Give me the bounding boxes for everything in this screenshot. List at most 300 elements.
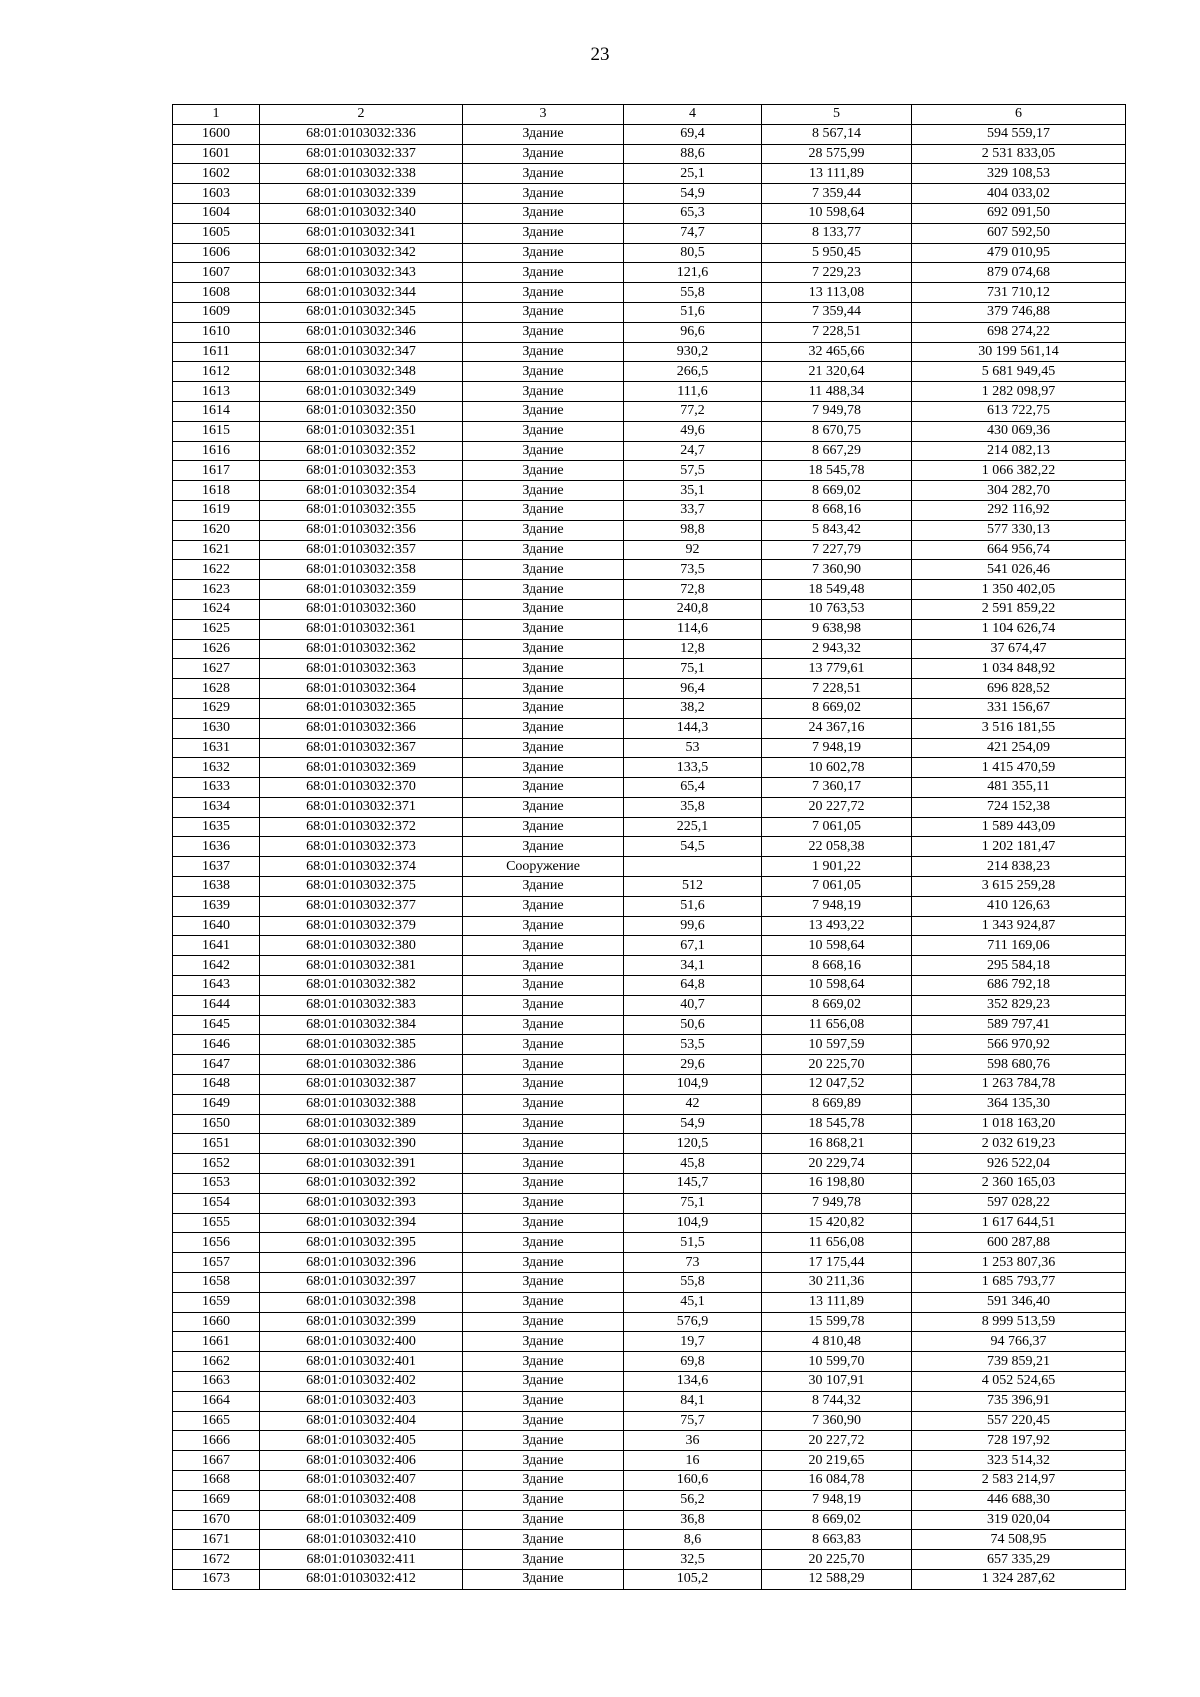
area-cell: 72,8 xyxy=(624,580,762,600)
specific-value-cell: 13 111,89 xyxy=(762,164,912,184)
area-cell: 54,9 xyxy=(624,184,762,204)
cadastral-number-cell: 68:01:0103032:391 xyxy=(260,1154,463,1174)
cadastral-value-cell: 735 396,91 xyxy=(912,1391,1126,1411)
row-number-cell: 1656 xyxy=(173,1233,260,1253)
row-number-cell: 1654 xyxy=(173,1193,260,1213)
row-number-cell: 1614 xyxy=(173,401,260,421)
area-cell: 99,6 xyxy=(624,916,762,936)
area-cell: 98,8 xyxy=(624,520,762,540)
cadastral-number-cell: 68:01:0103032:352 xyxy=(260,441,463,461)
table-row xyxy=(173,1411,1126,1431)
row-number-cell: 1636 xyxy=(173,837,260,857)
cadastral-number-cell: 68:01:0103032:371 xyxy=(260,797,463,817)
object-type-cell: Здание xyxy=(463,1094,624,1114)
object-type-cell: Здание xyxy=(463,461,624,481)
object-type-cell: Здание xyxy=(463,936,624,956)
cadastral-number-cell: 68:01:0103032:365 xyxy=(260,698,463,718)
specific-value-cell: 20 227,72 xyxy=(762,797,912,817)
row-number-cell: 1665 xyxy=(173,1411,260,1431)
cadastral-number-cell: 68:01:0103032:349 xyxy=(260,382,463,402)
cadastral-number-cell: 68:01:0103032:356 xyxy=(260,520,463,540)
cadastral-number-cell: 68:01:0103032:363 xyxy=(260,659,463,679)
row-number-cell: 1650 xyxy=(173,1114,260,1134)
row-number-cell: 1603 xyxy=(173,184,260,204)
specific-value-cell: 7 228,51 xyxy=(762,322,912,342)
object-type-cell: Здание xyxy=(463,1233,624,1253)
row-number-cell: 1616 xyxy=(173,441,260,461)
cadastral-value-cell: 430 069,36 xyxy=(912,421,1126,441)
table-row xyxy=(173,1510,1126,1530)
area-cell: 29,6 xyxy=(624,1055,762,1075)
row-number-cell: 1649 xyxy=(173,1094,260,1114)
area-cell: 54,5 xyxy=(624,837,762,857)
cadastral-number-cell: 68:01:0103032:407 xyxy=(260,1470,463,1490)
specific-value-cell: 20 225,70 xyxy=(762,1550,912,1570)
cadastral-value-cell: 2 583 214,97 xyxy=(912,1470,1126,1490)
table-row xyxy=(173,203,1126,223)
table-row xyxy=(173,1174,1126,1194)
cadastral-value-cell: 598 680,76 xyxy=(912,1055,1126,1075)
specific-value-cell: 13 113,08 xyxy=(762,283,912,303)
row-number-cell: 1602 xyxy=(173,164,260,184)
area-cell: 930,2 xyxy=(624,342,762,362)
specific-value-cell: 20 225,70 xyxy=(762,1055,912,1075)
cadastral-number-cell: 68:01:0103032:393 xyxy=(260,1193,463,1213)
table-row xyxy=(173,778,1126,798)
cadastral-value-cell: 481 355,11 xyxy=(912,778,1126,798)
area-cell: 96,6 xyxy=(624,322,762,342)
table-row xyxy=(173,1055,1126,1075)
object-type-cell: Здание xyxy=(463,401,624,421)
object-type-cell: Здание xyxy=(463,1372,624,1392)
object-type-cell: Здание xyxy=(463,976,624,996)
object-type-cell: Здание xyxy=(463,560,624,580)
row-number-cell: 1659 xyxy=(173,1292,260,1312)
object-type-cell: Здание xyxy=(463,1312,624,1332)
object-type-cell: Здание xyxy=(463,1391,624,1411)
area-cell: 55,8 xyxy=(624,283,762,303)
cadastral-number-cell: 68:01:0103032:341 xyxy=(260,223,463,243)
area-cell: 36 xyxy=(624,1431,762,1451)
specific-value-cell: 1 901,22 xyxy=(762,857,912,877)
row-number-cell: 1629 xyxy=(173,698,260,718)
area-cell: 36,8 xyxy=(624,1510,762,1530)
cadastral-number-cell: 68:01:0103032:380 xyxy=(260,936,463,956)
row-number-cell: 1639 xyxy=(173,896,260,916)
table-row xyxy=(173,896,1126,916)
row-number-cell: 1657 xyxy=(173,1253,260,1273)
object-type-cell: Здание xyxy=(463,1451,624,1471)
area-cell: 45,1 xyxy=(624,1292,762,1312)
table-row xyxy=(173,1134,1126,1154)
row-number-cell: 1621 xyxy=(173,540,260,560)
specific-value-cell: 7 360,90 xyxy=(762,560,912,580)
object-type-cell: Здание xyxy=(463,362,624,382)
table-row xyxy=(173,1233,1126,1253)
area-cell: 73 xyxy=(624,1253,762,1273)
table-row xyxy=(173,1094,1126,1114)
object-type-cell: Здание xyxy=(463,1530,624,1550)
object-type-cell: Здание xyxy=(463,1193,624,1213)
cadastral-number-cell: 68:01:0103032:385 xyxy=(260,1035,463,1055)
row-number-cell: 1630 xyxy=(173,718,260,738)
row-number-cell: 1646 xyxy=(173,1035,260,1055)
table-body xyxy=(173,124,1126,1589)
cadastral-number-cell: 68:01:0103032:359 xyxy=(260,580,463,600)
object-type-cell: Здание xyxy=(463,1154,624,1174)
specific-value-cell: 18 545,78 xyxy=(762,1114,912,1134)
object-type-cell: Здание xyxy=(463,144,624,164)
row-number-cell: 1666 xyxy=(173,1431,260,1451)
table-row xyxy=(173,619,1126,639)
table-row xyxy=(173,698,1126,718)
row-number-cell: 1662 xyxy=(173,1352,260,1372)
row-number-cell: 1644 xyxy=(173,995,260,1015)
table-row xyxy=(173,1154,1126,1174)
table-row xyxy=(173,1391,1126,1411)
object-type-cell: Здание xyxy=(463,283,624,303)
specific-value-cell: 10 597,59 xyxy=(762,1035,912,1055)
cadastral-number-cell: 68:01:0103032:370 xyxy=(260,778,463,798)
cadastral-value-cell: 692 091,50 xyxy=(912,203,1126,223)
area-cell: 75,7 xyxy=(624,1411,762,1431)
table-row xyxy=(173,164,1126,184)
cadastral-value-cell: 589 797,41 xyxy=(912,1015,1126,1035)
column-header-2: 2 xyxy=(260,105,463,125)
specific-value-cell: 22 058,38 xyxy=(762,837,912,857)
object-type-cell: Здание xyxy=(463,382,624,402)
object-type-cell: Здание xyxy=(463,1273,624,1293)
cadastral-value-cell: 1 066 382,22 xyxy=(912,461,1126,481)
cadastral-number-cell: 68:01:0103032:360 xyxy=(260,599,463,619)
specific-value-cell: 8 133,77 xyxy=(762,223,912,243)
row-number-cell: 1620 xyxy=(173,520,260,540)
cadastral-value-cell: 1 350 402,05 xyxy=(912,580,1126,600)
cadastral-value-cell: 1 589 443,09 xyxy=(912,817,1126,837)
cadastral-value-cell: 594 559,17 xyxy=(912,124,1126,144)
object-type-cell: Здание xyxy=(463,223,624,243)
object-type-cell: Здание xyxy=(463,679,624,699)
table-header-row xyxy=(173,105,1126,125)
area-cell: 55,8 xyxy=(624,1273,762,1293)
row-number-cell: 1626 xyxy=(173,639,260,659)
object-type-cell: Здание xyxy=(463,1352,624,1372)
cadastral-number-cell: 68:01:0103032:369 xyxy=(260,758,463,778)
specific-value-cell: 12 047,52 xyxy=(762,1075,912,1095)
object-type-cell: Здание xyxy=(463,520,624,540)
table-row xyxy=(173,481,1126,501)
cadastral-number-cell: 68:01:0103032:374 xyxy=(260,857,463,877)
row-number-cell: 1642 xyxy=(173,956,260,976)
cadastral-value-cell: 319 020,04 xyxy=(912,1510,1126,1530)
row-number-cell: 1608 xyxy=(173,283,260,303)
cadastral-value-cell: 1 018 163,20 xyxy=(912,1114,1126,1134)
row-number-cell: 1651 xyxy=(173,1134,260,1154)
row-number-cell: 1632 xyxy=(173,758,260,778)
cadastral-value-cell: 4 052 524,65 xyxy=(912,1372,1126,1392)
specific-value-cell: 8 669,02 xyxy=(762,995,912,1015)
table-row xyxy=(173,1292,1126,1312)
cadastral-number-cell: 68:01:0103032:339 xyxy=(260,184,463,204)
cadastral-value-cell: 214 838,23 xyxy=(912,857,1126,877)
table-row xyxy=(173,382,1126,402)
row-number-cell: 1672 xyxy=(173,1550,260,1570)
cadastral-value-cell: 3 516 181,55 xyxy=(912,718,1126,738)
table-row xyxy=(173,916,1126,936)
area-cell: 16 xyxy=(624,1451,762,1471)
cadastral-value-cell: 479 010,95 xyxy=(912,243,1126,263)
table-row xyxy=(173,936,1126,956)
table-row xyxy=(173,995,1126,1015)
specific-value-cell: 8 663,83 xyxy=(762,1530,912,1550)
specific-value-cell: 7 061,05 xyxy=(762,877,912,897)
row-number-cell: 1658 xyxy=(173,1273,260,1293)
specific-value-cell: 7 948,19 xyxy=(762,1490,912,1510)
specific-value-cell: 2 943,32 xyxy=(762,639,912,659)
table-row xyxy=(173,1213,1126,1233)
specific-value-cell: 18 549,48 xyxy=(762,580,912,600)
row-number-cell: 1624 xyxy=(173,599,260,619)
area-cell: 225,1 xyxy=(624,817,762,837)
object-type-cell: Здание xyxy=(463,1114,624,1134)
object-type-cell: Здание xyxy=(463,164,624,184)
row-number-cell: 1640 xyxy=(173,916,260,936)
row-number-cell: 1606 xyxy=(173,243,260,263)
specific-value-cell: 11 656,08 xyxy=(762,1015,912,1035)
row-number-cell: 1634 xyxy=(173,797,260,817)
table-row xyxy=(173,679,1126,699)
cadastral-number-cell: 68:01:0103032:381 xyxy=(260,956,463,976)
row-number-cell: 1668 xyxy=(173,1470,260,1490)
object-type-cell: Здание xyxy=(463,421,624,441)
area-cell: 49,6 xyxy=(624,421,762,441)
specific-value-cell: 7 949,78 xyxy=(762,401,912,421)
object-type-cell: Здание xyxy=(463,1510,624,1530)
area-cell: 266,5 xyxy=(624,362,762,382)
table-row xyxy=(173,1332,1126,1352)
specific-value-cell: 7 061,05 xyxy=(762,817,912,837)
cadastral-value-cell: 1 104 626,74 xyxy=(912,619,1126,639)
specific-value-cell: 5 843,42 xyxy=(762,520,912,540)
cadastral-number-cell: 68:01:0103032:409 xyxy=(260,1510,463,1530)
table-row xyxy=(173,500,1126,520)
table-row xyxy=(173,1035,1126,1055)
object-type-cell: Здание xyxy=(463,1055,624,1075)
cadastral-value-cell: 329 108,53 xyxy=(912,164,1126,184)
specific-value-cell: 28 575,99 xyxy=(762,144,912,164)
cadastral-value-cell: 1 034 848,92 xyxy=(912,659,1126,679)
area-cell: 84,1 xyxy=(624,1391,762,1411)
object-type-cell: Здание xyxy=(463,441,624,461)
table-row xyxy=(173,461,1126,481)
cadastral-number-cell: 68:01:0103032:394 xyxy=(260,1213,463,1233)
cadastral-value-cell: 591 346,40 xyxy=(912,1292,1126,1312)
cadastral-value-cell: 2 531 833,05 xyxy=(912,144,1126,164)
row-number-cell: 1609 xyxy=(173,302,260,322)
area-cell: 65,3 xyxy=(624,203,762,223)
cadastral-number-cell: 68:01:0103032:397 xyxy=(260,1273,463,1293)
cadastral-value-cell: 541 026,46 xyxy=(912,560,1126,580)
object-type-cell: Здание xyxy=(463,599,624,619)
row-number-cell: 1615 xyxy=(173,421,260,441)
row-number-cell: 1648 xyxy=(173,1075,260,1095)
row-number-cell: 1673 xyxy=(173,1569,260,1589)
area-cell: 51,6 xyxy=(624,896,762,916)
object-type-cell: Здание xyxy=(463,184,624,204)
cadastral-value-cell: 1 282 098,97 xyxy=(912,382,1126,402)
cadastral-value-cell: 1 617 644,51 xyxy=(912,1213,1126,1233)
cadastral-number-cell: 68:01:0103032:402 xyxy=(260,1372,463,1392)
row-number-cell: 1638 xyxy=(173,877,260,897)
cadastral-value-cell: 1 343 924,87 xyxy=(912,916,1126,936)
area-cell: 121,6 xyxy=(624,263,762,283)
area-cell: 51,6 xyxy=(624,302,762,322)
object-type-cell: Здание xyxy=(463,817,624,837)
cadastral-value-cell: 323 514,32 xyxy=(912,1451,1126,1471)
object-type-cell: Здание xyxy=(463,1174,624,1194)
table-row xyxy=(173,362,1126,382)
table-row xyxy=(173,580,1126,600)
object-type-cell: Здание xyxy=(463,500,624,520)
cadastral-value-cell: 379 746,88 xyxy=(912,302,1126,322)
cadastral-value-cell: 37 674,47 xyxy=(912,639,1126,659)
column-header-1: 1 xyxy=(173,105,260,125)
cadastral-number-cell: 68:01:0103032:392 xyxy=(260,1174,463,1194)
specific-value-cell: 10 599,70 xyxy=(762,1352,912,1372)
area-cell: 24,7 xyxy=(624,441,762,461)
object-type-cell: Здание xyxy=(463,1035,624,1055)
cadastral-value-cell: 446 688,30 xyxy=(912,1490,1126,1510)
cadastral-number-cell: 68:01:0103032:389 xyxy=(260,1114,463,1134)
row-number-cell: 1625 xyxy=(173,619,260,639)
area-cell: 80,5 xyxy=(624,243,762,263)
row-number-cell: 1660 xyxy=(173,1312,260,1332)
cadastral-value-cell: 1 324 287,62 xyxy=(912,1569,1126,1589)
object-type-cell: Здание xyxy=(463,481,624,501)
table-row xyxy=(173,817,1126,837)
table-row xyxy=(173,1451,1126,1471)
area-cell: 92 xyxy=(624,540,762,560)
cadastral-number-cell: 68:01:0103032:382 xyxy=(260,976,463,996)
object-type-cell: Здание xyxy=(463,1213,624,1233)
cadastral-number-cell: 68:01:0103032:375 xyxy=(260,877,463,897)
cadastral-value-cell: 8 999 513,59 xyxy=(912,1312,1126,1332)
table-row xyxy=(173,401,1126,421)
table-row xyxy=(173,837,1126,857)
table-row xyxy=(173,956,1126,976)
object-type-cell: Здание xyxy=(463,1292,624,1312)
area-cell: 73,5 xyxy=(624,560,762,580)
cadastral-value-cell: 926 522,04 xyxy=(912,1154,1126,1174)
cadastral-value-cell: 295 584,18 xyxy=(912,956,1126,976)
area-cell: 75,1 xyxy=(624,1193,762,1213)
cadastral-number-cell: 68:01:0103032:364 xyxy=(260,679,463,699)
object-type-cell: Здание xyxy=(463,302,624,322)
area-cell: 144,3 xyxy=(624,718,762,738)
cadastral-number-cell: 68:01:0103032:372 xyxy=(260,817,463,837)
cadastral-number-cell: 68:01:0103032:398 xyxy=(260,1292,463,1312)
specific-value-cell: 7 948,19 xyxy=(762,738,912,758)
cadastral-value-cell: 600 287,88 xyxy=(912,1233,1126,1253)
specific-value-cell: 24 367,16 xyxy=(762,718,912,738)
column-header-3: 3 xyxy=(463,105,624,125)
row-number-cell: 1613 xyxy=(173,382,260,402)
cadastral-number-cell: 68:01:0103032:357 xyxy=(260,540,463,560)
cadastral-value-cell: 1 685 793,77 xyxy=(912,1273,1126,1293)
column-header-6: 6 xyxy=(912,105,1126,125)
object-type-cell: Здание xyxy=(463,698,624,718)
cadastral-value-cell: 731 710,12 xyxy=(912,283,1126,303)
cadastral-number-cell: 68:01:0103032:354 xyxy=(260,481,463,501)
area-cell: 145,7 xyxy=(624,1174,762,1194)
cadastral-value-cell: 2 591 859,22 xyxy=(912,599,1126,619)
row-number-cell: 1619 xyxy=(173,500,260,520)
object-type-cell: Здание xyxy=(463,1569,624,1589)
column-header-4: 4 xyxy=(624,105,762,125)
table-row xyxy=(173,1530,1126,1550)
row-number-cell: 1607 xyxy=(173,263,260,283)
table-row xyxy=(173,877,1126,897)
specific-value-cell: 8 669,02 xyxy=(762,698,912,718)
cadastral-number-cell: 68:01:0103032:342 xyxy=(260,243,463,263)
specific-value-cell: 8 670,75 xyxy=(762,421,912,441)
table-row xyxy=(173,659,1126,679)
specific-value-cell: 17 175,44 xyxy=(762,1253,912,1273)
specific-value-cell: 8 669,02 xyxy=(762,481,912,501)
row-number-cell: 1653 xyxy=(173,1174,260,1194)
object-type-cell: Здание xyxy=(463,837,624,857)
specific-value-cell: 30 107,91 xyxy=(762,1372,912,1392)
object-type-cell: Здание xyxy=(463,1015,624,1035)
cadastral-value-cell: 410 126,63 xyxy=(912,896,1126,916)
table-row xyxy=(173,243,1126,263)
table-row xyxy=(173,1114,1126,1134)
table-row xyxy=(173,1273,1126,1293)
specific-value-cell: 16 084,78 xyxy=(762,1470,912,1490)
area-cell: 69,8 xyxy=(624,1352,762,1372)
table-row xyxy=(173,302,1126,322)
object-type-cell: Здание xyxy=(463,342,624,362)
row-number-cell: 1669 xyxy=(173,1490,260,1510)
object-type-cell: Здание xyxy=(463,243,624,263)
area-cell: 104,9 xyxy=(624,1075,762,1095)
object-type-cell: Здание xyxy=(463,758,624,778)
table-row xyxy=(173,857,1126,877)
cadastral-value-cell: 711 169,06 xyxy=(912,936,1126,956)
cadastral-value-cell: 94 766,37 xyxy=(912,1332,1126,1352)
specific-value-cell: 18 545,78 xyxy=(762,461,912,481)
area-cell: 104,9 xyxy=(624,1213,762,1233)
cadastral-number-cell: 68:01:0103032:404 xyxy=(260,1411,463,1431)
object-type-cell: Здание xyxy=(463,639,624,659)
row-number-cell: 1647 xyxy=(173,1055,260,1075)
specific-value-cell: 8 669,89 xyxy=(762,1094,912,1114)
cadastral-number-cell: 68:01:0103032:340 xyxy=(260,203,463,223)
area-cell: 114,6 xyxy=(624,619,762,639)
object-type-cell: Здание xyxy=(463,1490,624,1510)
cadastral-value-cell: 1 202 181,47 xyxy=(912,837,1126,857)
table-row xyxy=(173,599,1126,619)
cadastral-value-cell: 1 253 807,36 xyxy=(912,1253,1126,1273)
area-cell: 512 xyxy=(624,877,762,897)
specific-value-cell: 7 360,90 xyxy=(762,1411,912,1431)
area-cell: 160,6 xyxy=(624,1470,762,1490)
row-number-cell: 1627 xyxy=(173,659,260,679)
cadastral-number-cell: 68:01:0103032:337 xyxy=(260,144,463,164)
row-number-cell: 1618 xyxy=(173,481,260,501)
cadastral-value-cell: 557 220,45 xyxy=(912,1411,1126,1431)
cadastral-value-cell: 30 199 561,14 xyxy=(912,342,1126,362)
